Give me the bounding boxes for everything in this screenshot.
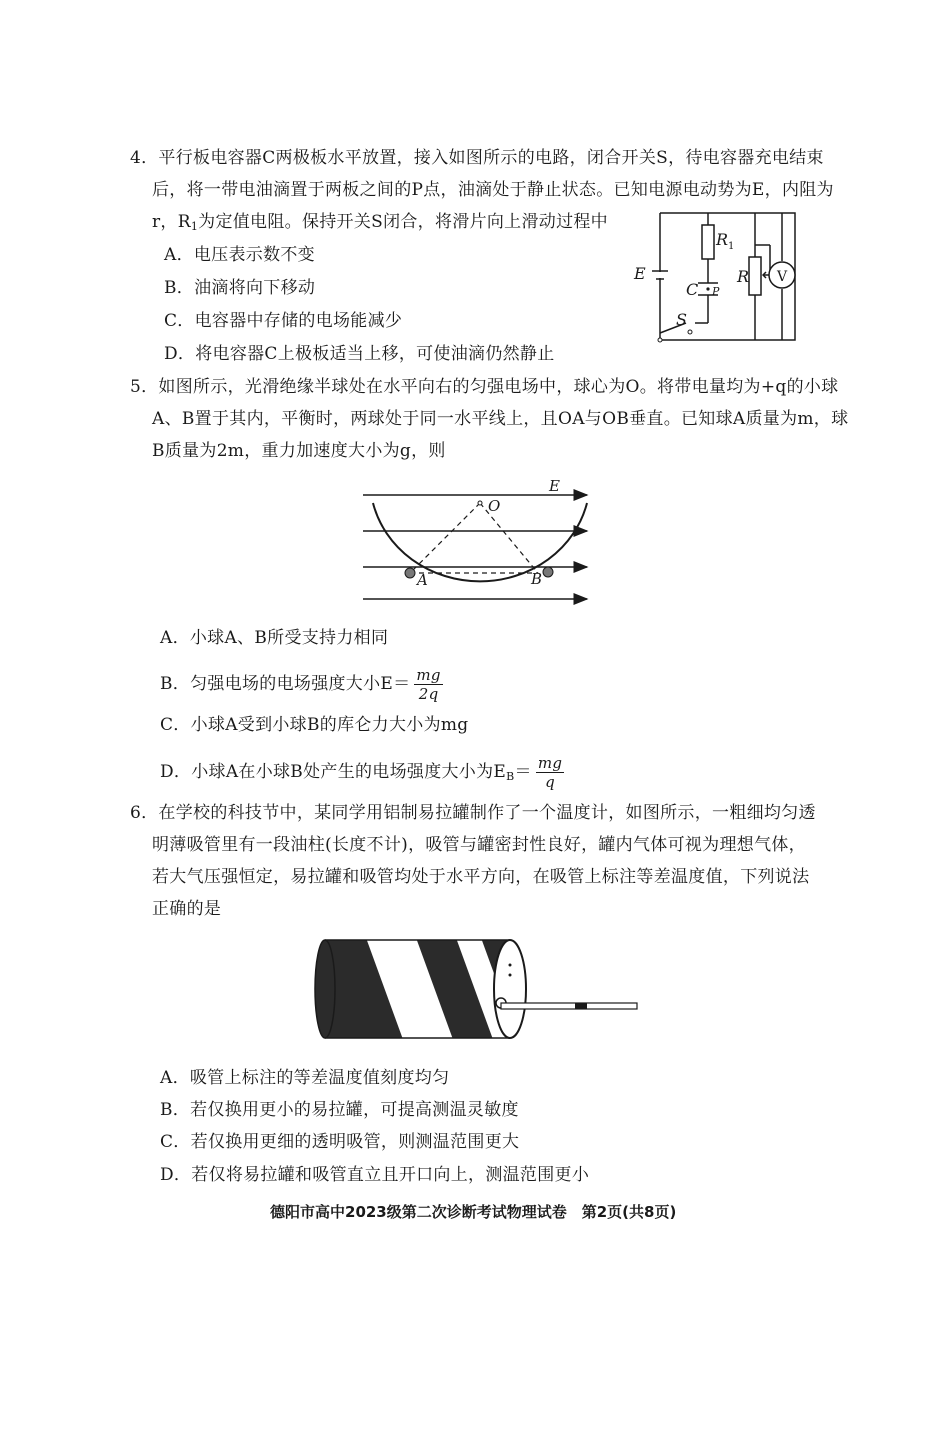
q5-option-c: C．小球A受到小球B的库仑力大小为mg [160,715,469,735]
ball-b [543,567,553,577]
q5-option-a: A．小球A、B所受支持力相同 [160,628,389,648]
q6-can-thermometer [305,935,645,1045]
q4-option-c: C．电容器中存储的电场能减少 [164,311,403,331]
page-footer: 德阳市高中2023级第二次诊断考试物理试卷 第2页(共8页) [270,1203,677,1221]
q6-line-2: 明薄吸管里有一段油柱(长度不计)，吸管与罐密封性良好，罐内气体可视为理想气体， [152,835,806,855]
q5-option-b: B．匀强电场的电场强度大小E＝ $\frac{mg}{2q}$ [160,666,441,703]
q4-option-a: A．电压表示数不变 [164,245,315,265]
label-O: O [488,497,501,515]
q4-option-b: B．油滴将向下移动 [164,278,316,298]
q5-option-d: D．小球A在小球B处产生的电场强度大小为$E_B=$ $\frac{mg}{q}$ [160,754,563,791]
q4-line-1: 4．平行板电容器C两极板水平放置，接入如图所示的电路，闭合开关S，待电容器充电结束 [130,148,824,168]
q6-line-3: 若大气压强恒定，易拉罐和吸管均处于水平方向，在吸管上标注等差温度值，下列说法 [152,867,810,887]
label-B: B [531,570,543,588]
q4-circuit-diagram [620,205,820,345]
label-S: S [676,310,687,329]
label-E: E [634,264,646,283]
straw [501,1003,637,1009]
ball-a [405,568,415,578]
label-P: P [712,285,720,298]
oil-column [575,1003,587,1009]
label-C: C [686,280,699,299]
label-field-E: E [549,477,560,495]
q6-option-b: B．若仅换用更小的易拉罐，可提高测温灵敏度 [160,1100,519,1120]
q5-hemisphere-diagram [355,475,595,620]
label-A: A [417,571,428,589]
q4-line-2: 后，将一带电油滴置于两板之间的P点，油滴处于静止状态。已知电源电动势为E，内阻为 [152,180,834,200]
q6-option-a: A．吸管上标注的等差温度值刻度均匀 [160,1068,450,1088]
label-R1: $R_1$ [716,230,735,252]
label-R: R [737,267,750,286]
q5-line-1: 5．如图所示，光滑绝缘半球处在水平向右的匀强电场中，球心为O。将带电量均为+q的小球 [130,377,839,397]
q6-option-c: C．若仅换用更细的透明吸管，则测温范围更大 [160,1132,520,1152]
label-V: V [777,269,788,285]
q4-option-d: D．将电容器C上极板适当上移，可使油滴仍然静止 [164,344,555,364]
q6-line-1: 6．在学校的科技节中，某同学用铝制易拉罐制作了一个温度计，如图所示，一粗细均匀透 [130,803,816,823]
q5-line-2: A、B置于其内，平衡时，两球处于同一水平线上，且OA与OB垂直。已知球A质量为m，球 [152,409,849,429]
q4-line-3: r，$R_1$为定值电阻。保持开关S闭合，将滑片向上滑动过程中 [152,212,608,233]
q5-line-3: B质量为2m，重力加速度大小为g，则 [152,441,446,461]
q6-line-4: 正确的是 [152,899,222,919]
q6-option-d: D．若仅将易拉罐和吸管直立且开口向上，测温范围更小 [160,1165,590,1185]
